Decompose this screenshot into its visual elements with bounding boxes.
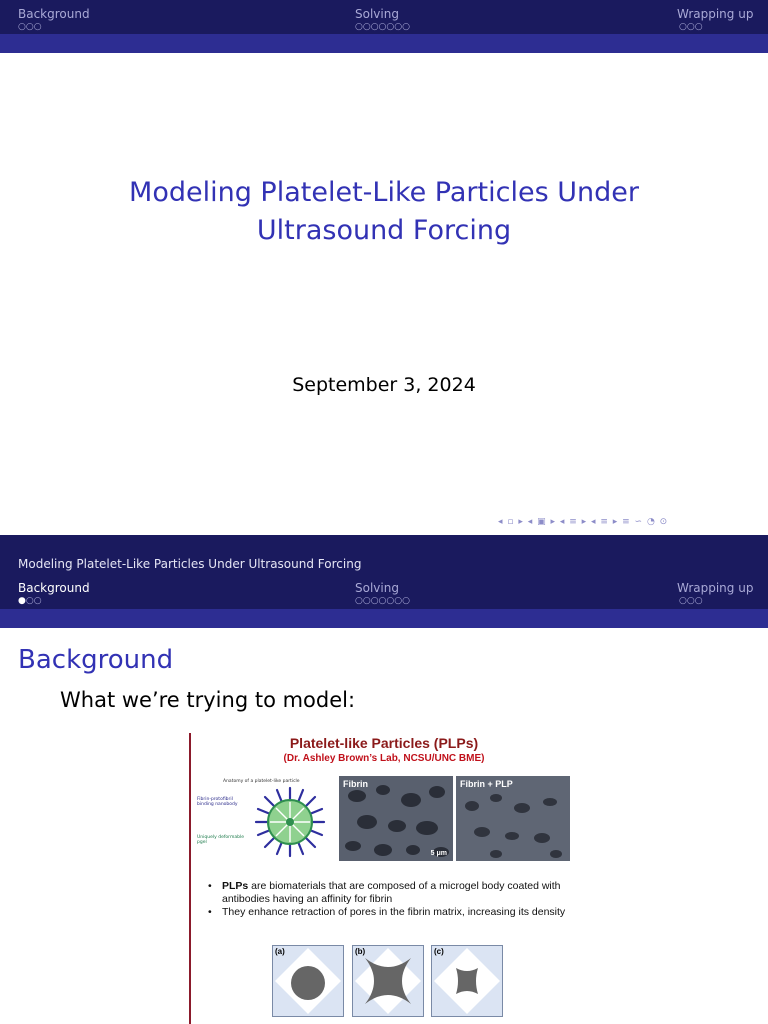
image-label-fibrin: Fibrin bbox=[343, 779, 368, 789]
figure-subtitle: (Dr. Ashley Brown’s Lab, NCSU/UNC BME) bbox=[283, 753, 485, 764]
slide1-header-band bbox=[0, 34, 768, 53]
diagram-label-pgel: Uniquely deformable pgel bbox=[197, 835, 244, 845]
diagram-caption: Anatomy of a platelet-like particle bbox=[223, 779, 300, 784]
plp-anatomy-diagram bbox=[197, 779, 337, 867]
intro-text: What we’re trying to model: bbox=[60, 688, 356, 712]
panel-b-cross bbox=[352, 945, 424, 1017]
figure-left-rule bbox=[189, 733, 191, 1024]
header-presentation-title: Modeling Platelet-Like Particles Under Ultrasound Forcing bbox=[18, 557, 362, 571]
bullet-item: • PLPs are biomaterials that are composed of a microgel body coated with antibodies having an affinity for fibrin bbox=[206, 880, 576, 906]
slide1-navbar bbox=[0, 0, 768, 34]
panel-a-circle bbox=[272, 945, 344, 1017]
diagram-label-nanobody: Fibrin-protofibril binding nanobody bbox=[197, 797, 238, 807]
panel-label-c: (c) bbox=[434, 947, 444, 956]
nav-dots-wrapping-up[interactable]: ○○○ bbox=[679, 22, 703, 32]
nav-dots-background[interactable]: ●○○ bbox=[18, 596, 42, 606]
panel-label-b: (b) bbox=[355, 947, 366, 956]
nav-dots-solving[interactable]: ○○○○○○○ bbox=[355, 596, 410, 606]
sem-image-fibrin-plp bbox=[456, 776, 570, 861]
nav-section-wrapping-up[interactable]: Wrapping up bbox=[677, 581, 754, 595]
scale-bar-label: 5 μm bbox=[430, 850, 447, 857]
nav-dots-background[interactable]: ○○○ bbox=[18, 22, 42, 32]
slide-title-line-1: Modeling Platelet-Like Particles Under bbox=[129, 177, 639, 208]
bullet-item: • They enhance retraction of pores in the fibrin matrix, increasing its density bbox=[206, 906, 576, 919]
beamer-navigation-controls[interactable]: ◂ ▫ ▸ ◂ ▣ ▸ ◂ ≡ ▸ ◂ ≡ ▸ ≡ ∽ ◔ ⊙ bbox=[498, 517, 669, 527]
slide2-header-band bbox=[0, 609, 768, 628]
panel-c-star bbox=[431, 945, 503, 1017]
slide-title-line-2: Ultrasound Forcing bbox=[256, 215, 512, 246]
sem-image-fibrin bbox=[339, 776, 453, 861]
nav-section-solving[interactable]: Solving bbox=[355, 7, 399, 21]
slide2-navbar bbox=[0, 535, 768, 609]
slide-date: September 3, 2024 bbox=[292, 374, 476, 396]
frame-title: Background bbox=[18, 645, 174, 675]
panel-label-a: (a) bbox=[275, 947, 285, 956]
nav-section-wrapping-up[interactable]: Wrapping up bbox=[677, 7, 754, 21]
nav-section-background[interactable]: Background bbox=[18, 581, 90, 595]
figure-title: Platelet-like Particles (PLPs) bbox=[289, 735, 479, 751]
nav-dots-wrapping-up[interactable]: ○○○ bbox=[679, 596, 703, 606]
plp-particle-icon bbox=[253, 785, 327, 859]
nav-dots-solving[interactable]: ○○○○○○○ bbox=[355, 22, 410, 32]
nav-section-background[interactable]: Background bbox=[18, 7, 90, 21]
image-label-fibrin-plp: Fibrin + PLP bbox=[460, 779, 513, 789]
nav-section-solving[interactable]: Solving bbox=[355, 581, 399, 595]
figure-bullets bbox=[206, 880, 576, 919]
